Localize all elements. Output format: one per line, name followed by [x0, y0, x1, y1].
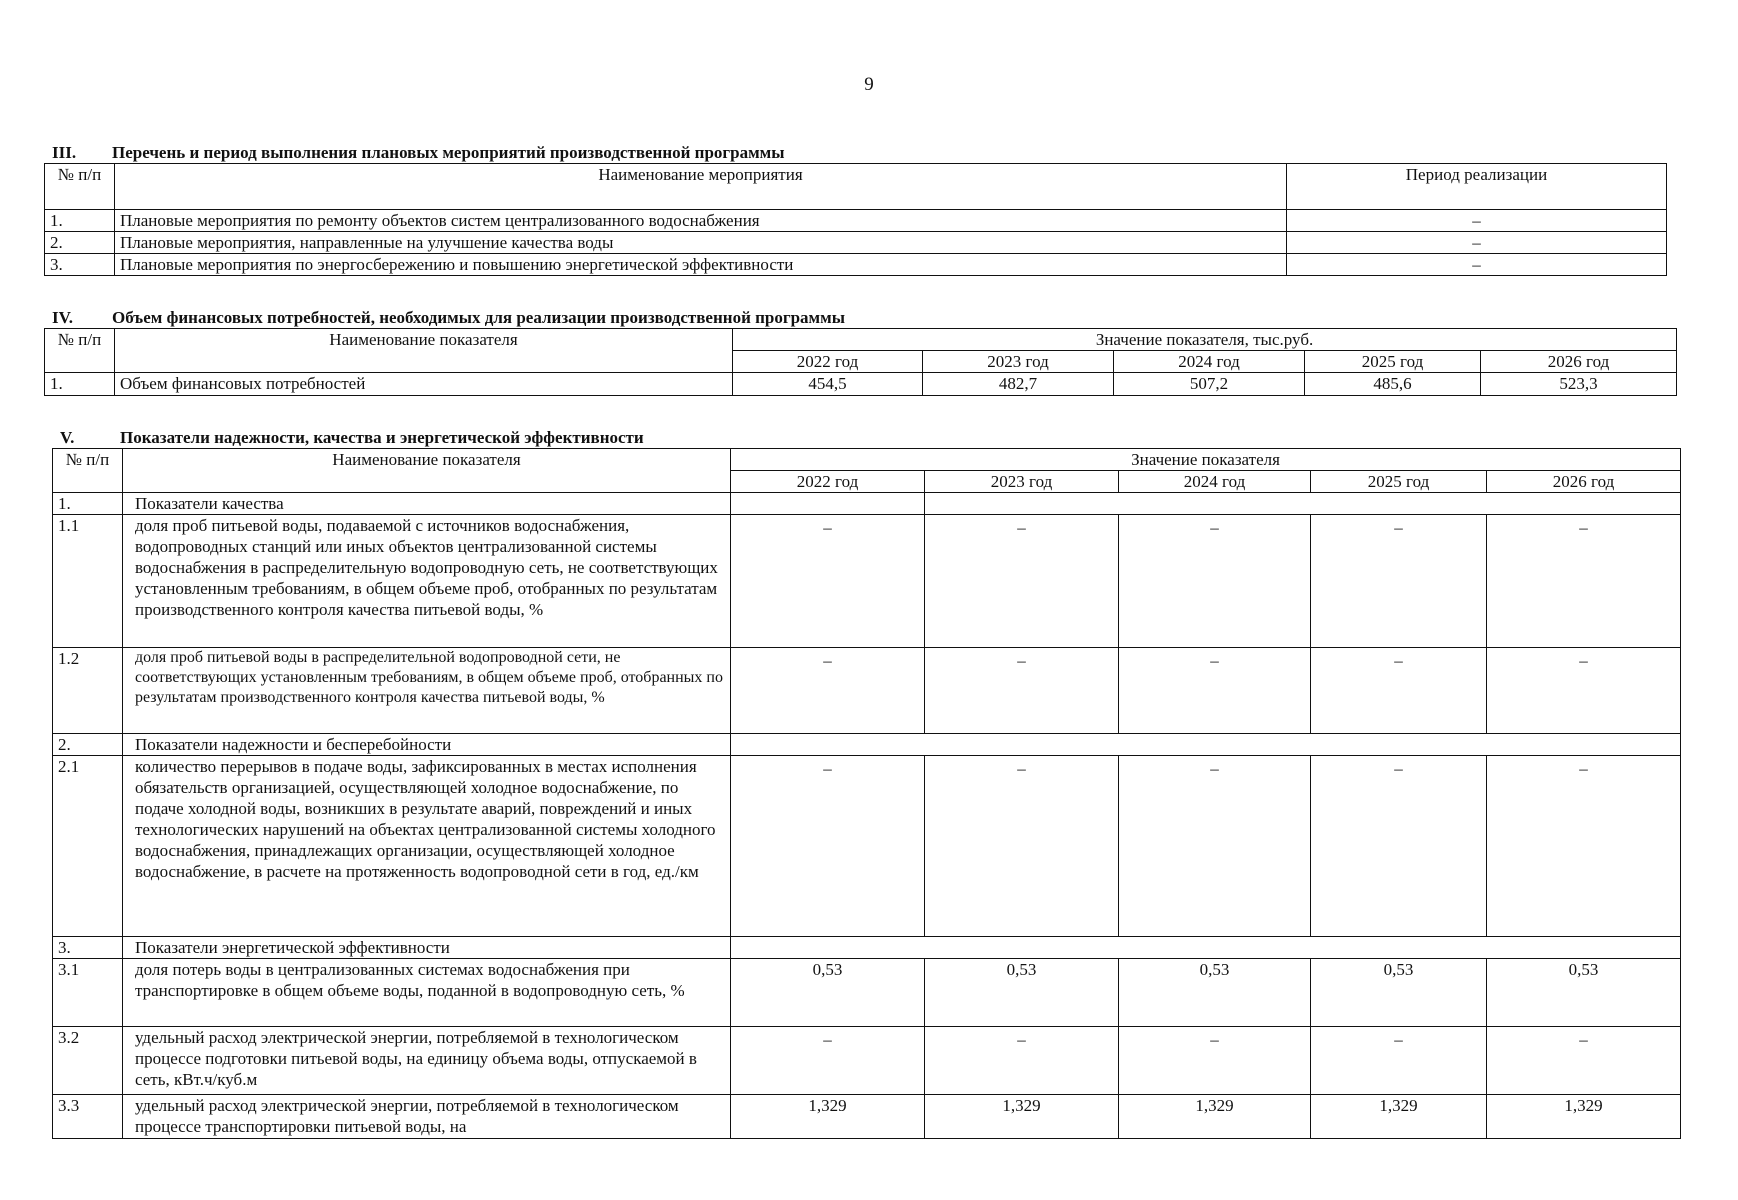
- header-num: № п/п: [45, 164, 115, 210]
- empty-cell: [925, 493, 1681, 515]
- row-value: –: [731, 756, 925, 937]
- header-period: Период реализации: [1287, 164, 1667, 210]
- row-num: 3.: [45, 254, 115, 276]
- row-value: 1,329: [731, 1095, 925, 1139]
- row-value: 0,53: [1119, 959, 1311, 1027]
- section-4: [44, 308, 1677, 396]
- row-value: –: [1119, 648, 1311, 734]
- empty-cell: [731, 937, 1681, 959]
- header-num: № п/п: [53, 449, 123, 493]
- table-header-row: [45, 329, 1677, 351]
- table-row: [53, 1027, 1681, 1095]
- section-3-heading: Перечень и период выполнения плановых мероприятий производственной программы: [112, 143, 785, 162]
- row-value: 0,53: [925, 959, 1119, 1027]
- row-num: 1.1: [53, 515, 123, 648]
- section-5: [52, 428, 1681, 1139]
- row-value: –: [1487, 648, 1681, 734]
- header-value: Значение показателя, тыс.руб.: [733, 329, 1677, 351]
- section-4-heading: Объем финансовых потребностей, необходимых для реализации производственной программы: [112, 308, 845, 327]
- section-5-heading: Показатели надежности, качества и энергетической эффективности: [120, 428, 644, 447]
- row-num: 2.1: [53, 756, 123, 937]
- row-value: –: [1119, 756, 1311, 937]
- row-value: 1,329: [1487, 1095, 1681, 1139]
- row-value: –: [1487, 756, 1681, 937]
- table-row: [53, 1095, 1681, 1139]
- header-indicator-name: Наименование показателя: [115, 329, 733, 373]
- row-value: –: [925, 515, 1119, 648]
- header-year: 2023 год: [925, 471, 1119, 493]
- row-name: Плановые мероприятия по энергосбережению и повышению энергетической эффективности: [115, 254, 1287, 276]
- header-num: № п/п: [45, 329, 115, 373]
- section-4-number: IV.: [52, 308, 73, 327]
- row-value: –: [1487, 1027, 1681, 1095]
- row-name: Плановые мероприятия по ремонту объектов систем централизованного водоснабжения: [115, 210, 1287, 232]
- header-year: 2023 год: [923, 351, 1114, 373]
- row-name: количество перерывов в подаче воды, зафиксированных в местах исполнения обязательств организацией, осуществляющей холодное водоснабжение, по подаче холодной воды, возникших в результате аварий, повреждений и иных технологических нарушений на объектах централизованной системы холодного водоснабжения, принадлежащих организации, осуществляющей холодное водоснабжение, в расчете на протяженность водопроводной сети в год, ед./км: [123, 756, 731, 937]
- row-value: 0,53: [1487, 959, 1681, 1027]
- row-value: 1,329: [925, 1095, 1119, 1139]
- table-row: [53, 959, 1681, 1027]
- row-name: удельный расход электрической энергии, потребляемой в технологическом процессе транспортировки питьевой воды, на: [123, 1095, 731, 1139]
- row-period: –: [1287, 232, 1667, 254]
- header-year: 2024 год: [1114, 351, 1305, 373]
- row-value: 1,329: [1119, 1095, 1311, 1139]
- row-value: –: [1487, 515, 1681, 648]
- table-row: [45, 232, 1667, 254]
- row-value: –: [1311, 756, 1487, 937]
- row-period: –: [1287, 254, 1667, 276]
- empty-cell: [731, 493, 925, 515]
- header-year: 2024 год: [1119, 471, 1311, 493]
- group-name: Показатели энергетической эффективности: [123, 937, 731, 959]
- row-name: доля проб питьевой воды, подаваемой с источников водоснабжения, водопроводных станций или иных объектов централизованной системы водоснабжения в распределительную водопроводную сеть, не соответствующих установленным требованиям, в общем объеме проб, отобранных по результатам производственного контроля качества питьевой воды, %: [123, 515, 731, 648]
- row-value: –: [925, 1027, 1119, 1095]
- row-value: 1,329: [1311, 1095, 1487, 1139]
- row-value: –: [731, 1027, 925, 1095]
- financial-table: [44, 328, 1677, 396]
- group-name: Показатели качества: [123, 493, 731, 515]
- row-name: Объем финансовых потребностей: [115, 373, 733, 396]
- table-header-row: [45, 164, 1667, 210]
- section-3-title: [44, 143, 1667, 163]
- table-row: [53, 756, 1681, 937]
- row-num: 1.: [45, 210, 115, 232]
- row-value: 485,6: [1305, 373, 1481, 396]
- indicators-table: [52, 448, 1681, 1139]
- table-row: [53, 515, 1681, 648]
- table-row: [45, 254, 1667, 276]
- table-row: [45, 210, 1667, 232]
- row-name: доля потерь воды в централизованных системах водоснабжения при транспортировке в общем объеме воды, поданной в водопроводную сеть, %: [123, 959, 731, 1027]
- group-num: 1.: [53, 493, 123, 515]
- group-row-energy: [53, 937, 1681, 959]
- group-row-quality: [53, 493, 1681, 515]
- group-num: 2.: [53, 734, 123, 756]
- row-value: –: [731, 648, 925, 734]
- page-number: 9: [864, 74, 874, 95]
- table-row: [53, 648, 1681, 734]
- header-year: 2025 год: [1305, 351, 1481, 373]
- row-value: –: [1311, 515, 1487, 648]
- activities-table: [44, 163, 1667, 276]
- row-period: –: [1287, 210, 1667, 232]
- header-indicator-name: Наименование показателя: [123, 449, 731, 493]
- row-name: доля проб питьевой воды в распределительной водопроводной сети, не соответствующих установленным требованиям, в общем объеме проб, отобранных по результатам производственного контроля качества питьевой воды, %: [123, 648, 731, 734]
- row-value: –: [1311, 648, 1487, 734]
- row-num: 3.3: [53, 1095, 123, 1139]
- row-value: 454,5: [733, 373, 923, 396]
- group-num: 3.: [53, 937, 123, 959]
- row-num: 1.2: [53, 648, 123, 734]
- row-num: 1.: [45, 373, 115, 396]
- header-year: 2026 год: [1481, 351, 1677, 373]
- section-5-number: V.: [60, 428, 75, 447]
- header-value: Значение показателя: [731, 449, 1681, 471]
- row-value: –: [1311, 1027, 1487, 1095]
- section-3: [44, 143, 1667, 276]
- row-num: 3.1: [53, 959, 123, 1027]
- section-5-title: [52, 428, 1681, 448]
- header-activity-name: Наименование мероприятия: [115, 164, 1287, 210]
- row-value: –: [925, 756, 1119, 937]
- empty-cell: [731, 734, 1681, 756]
- group-row-reliability: [53, 734, 1681, 756]
- header-year: 2025 год: [1311, 471, 1487, 493]
- table-row: [45, 373, 1677, 396]
- row-num: 2.: [45, 232, 115, 254]
- row-value: 482,7: [923, 373, 1114, 396]
- row-value: –: [925, 648, 1119, 734]
- row-value: 507,2: [1114, 373, 1305, 396]
- group-name: Показатели надежности и бесперебойности: [123, 734, 731, 756]
- row-value: 0,53: [1311, 959, 1487, 1027]
- row-value: –: [1119, 1027, 1311, 1095]
- section-3-number: III.: [52, 143, 77, 162]
- section-4-title: [44, 308, 1677, 328]
- row-value: 0,53: [731, 959, 925, 1027]
- header-year: 2022 год: [731, 471, 925, 493]
- header-year: 2022 год: [733, 351, 923, 373]
- row-name: удельный расход электрической энергии, потребляемой в технологическом процессе подготовки питьевой воды, на единицу объема воды, отпускаемой в сеть, кВт.ч/куб.м: [123, 1027, 731, 1095]
- header-year: 2026 год: [1487, 471, 1681, 493]
- row-value: 523,3: [1481, 373, 1677, 396]
- row-value: –: [1119, 515, 1311, 648]
- table-header-row: [53, 449, 1681, 471]
- row-value: –: [731, 515, 925, 648]
- row-name: Плановые мероприятия, направленные на улучшение качества воды: [115, 232, 1287, 254]
- row-num: 3.2: [53, 1027, 123, 1095]
